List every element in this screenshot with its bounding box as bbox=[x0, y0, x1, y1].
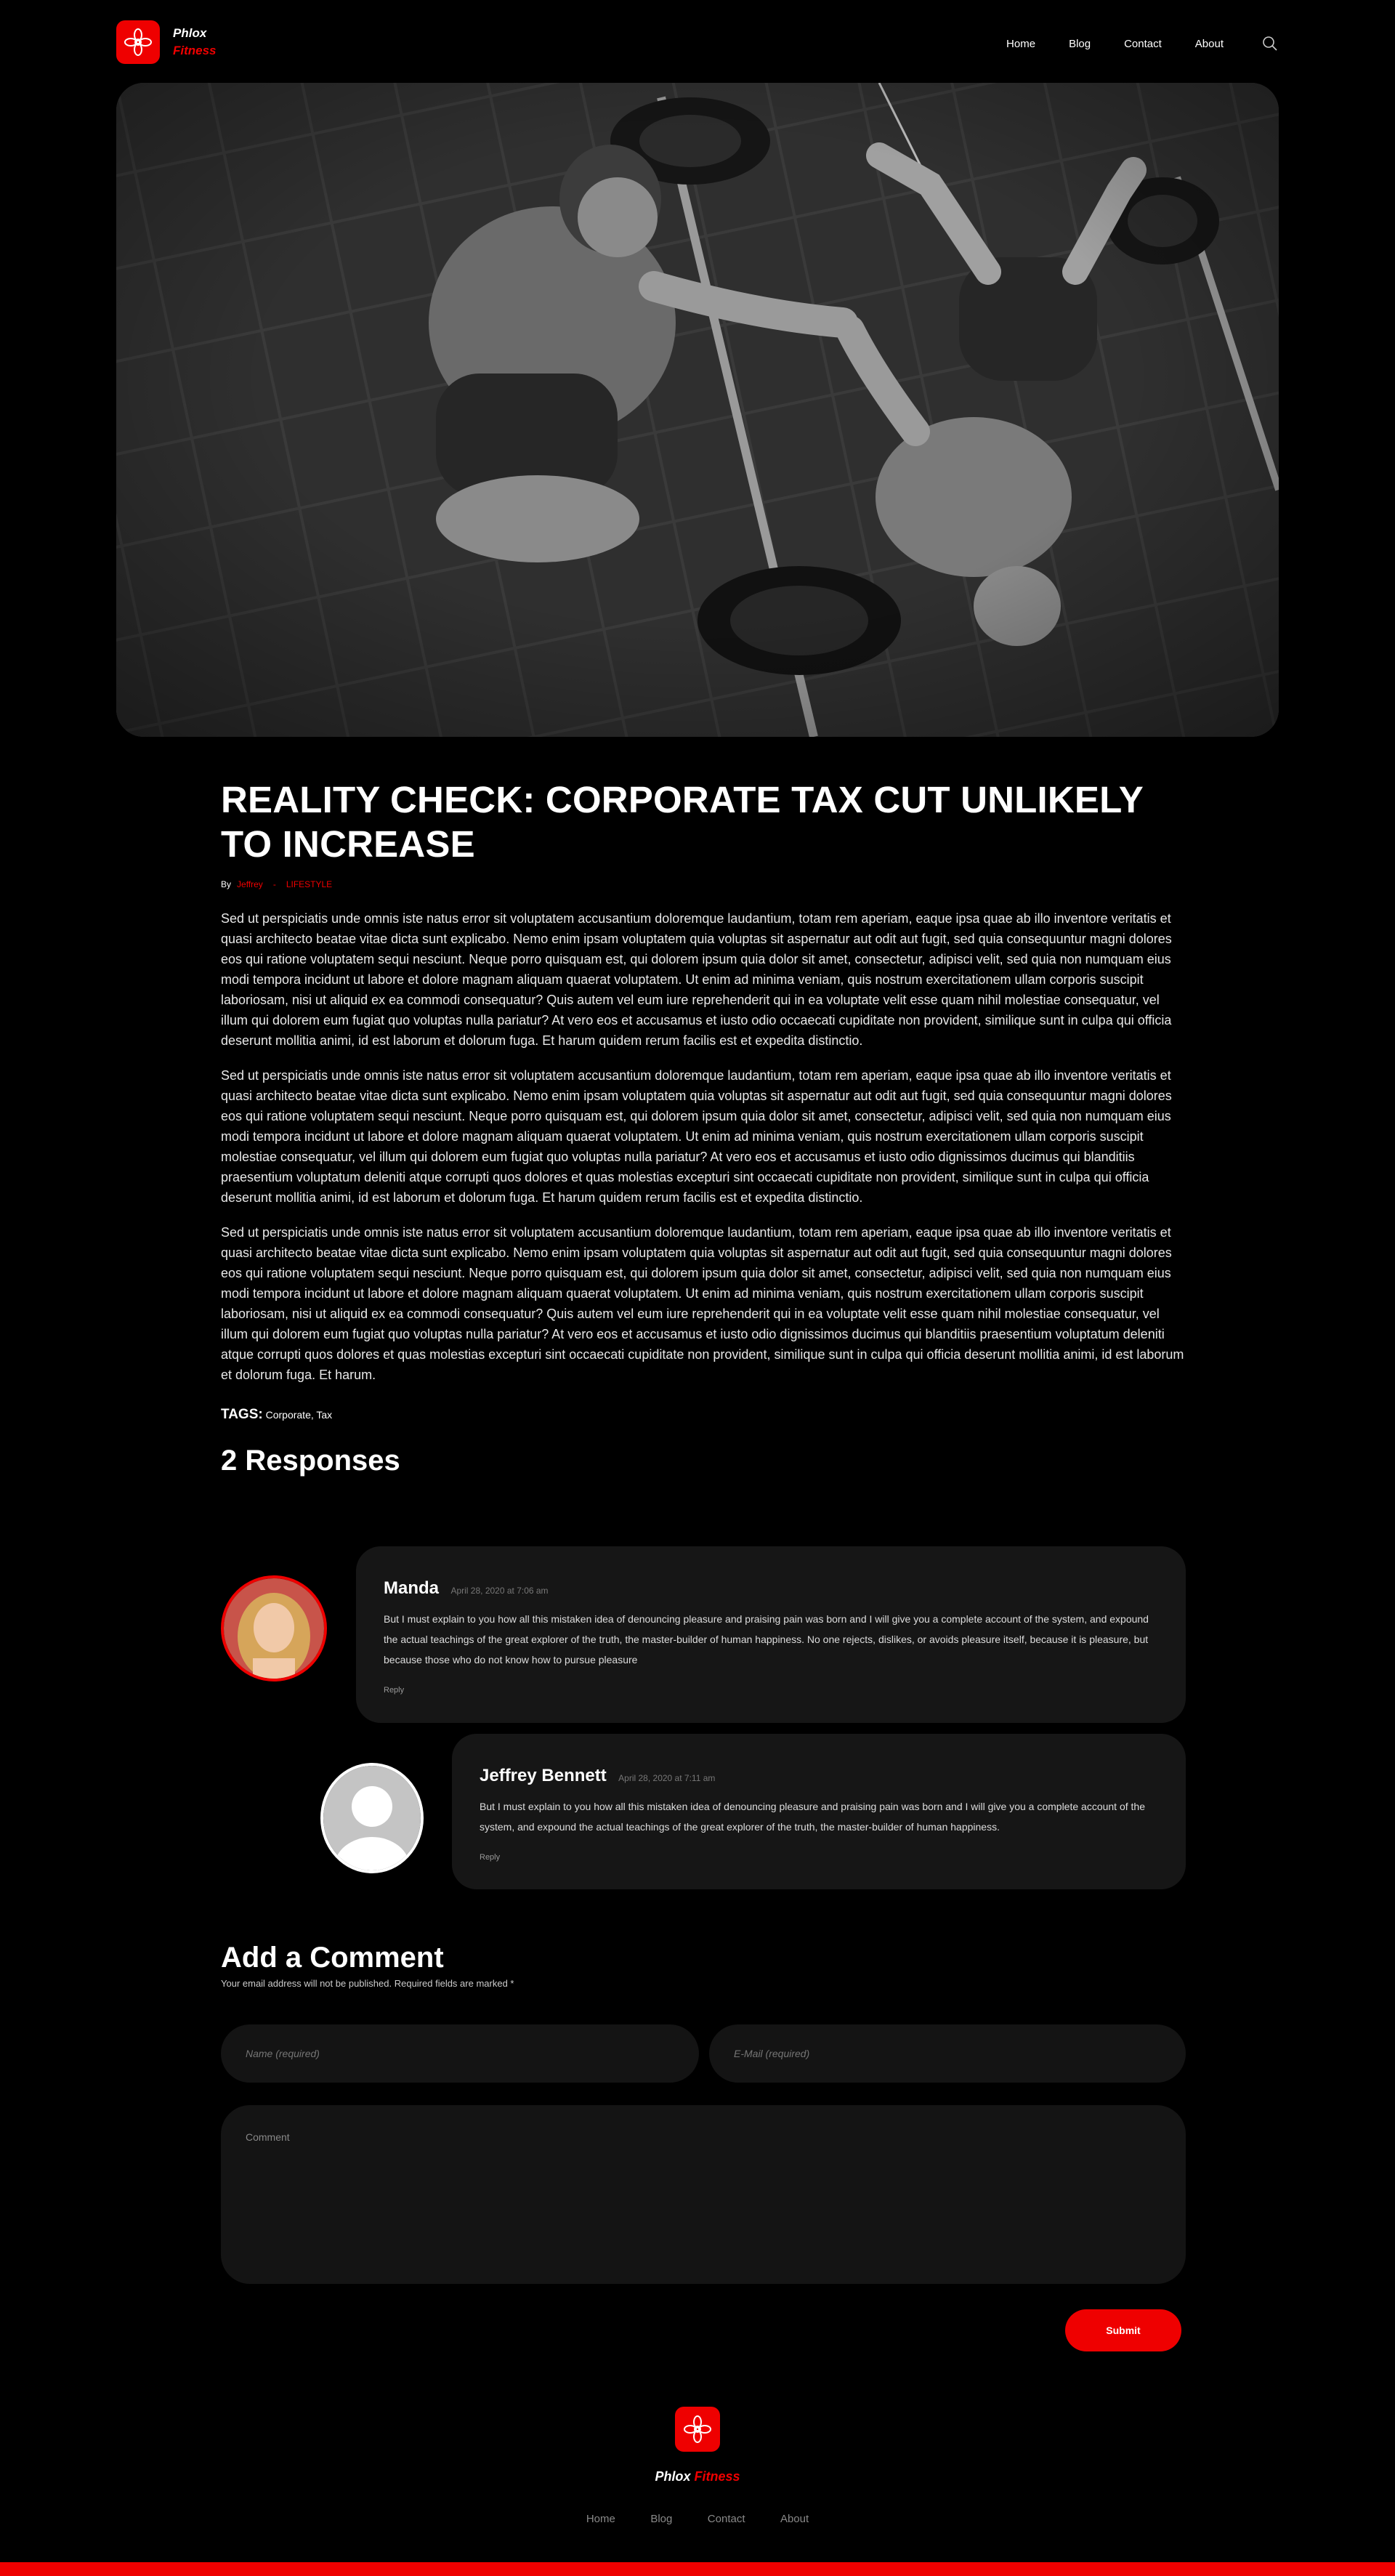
hero-image bbox=[116, 83, 1279, 737]
comment-date: April 28, 2020 at 7:06 am bbox=[450, 1586, 549, 1596]
footer-brand-line2: Fitness bbox=[694, 2469, 740, 2484]
meta-separator: - bbox=[272, 879, 276, 889]
comment-author: Manda bbox=[384, 1578, 440, 1598]
nav-home[interactable]: Home bbox=[1006, 37, 1036, 50]
comment-text: But I must explain to you how all this mistaken idea of denouncing pleasure and praising pain was born and I will give you a complete account of the system, and expound the actual teachings of the great explorer of the truth, the master-builder of human happiness. No one rejects, dislikes, or avoids pleasure itself, because it is pleasure, but because those who do not know how to pursue pleasure bbox=[384, 1613, 1149, 1665]
comment-author: Jeffrey Bennett bbox=[480, 1766, 607, 1785]
site-logo[interactable] bbox=[116, 20, 217, 64]
category-link[interactable]: LIFESTYLE bbox=[286, 879, 333, 889]
footer-brand bbox=[0, 2469, 1395, 2484]
email-input[interactable] bbox=[709, 2024, 1186, 2083]
site-header bbox=[0, 0, 1395, 87]
nav-contact[interactable]: Contact bbox=[1124, 37, 1162, 50]
nav-about[interactable]: About bbox=[1194, 37, 1224, 50]
reply-link[interactable]: Reply bbox=[384, 1686, 405, 1695]
add-comment-title: Add a Comment bbox=[221, 1942, 444, 1974]
brand-line1: Phlox bbox=[173, 26, 207, 40]
nav-blog[interactable]: Blog bbox=[1069, 37, 1091, 50]
reply-link[interactable]: Reply bbox=[480, 1853, 501, 1862]
tags-label: TAGS: bbox=[221, 1407, 263, 1422]
article-paragraph: Sed ut perspiciatis unde omnis iste natus error sit voluptatem accusantium doloremque laudantium, totam rem aperiam, eaque ipsa quae ab illo inventore veritatis et quasi architecto beatae vitae dicta sunt explicabo. Nemo enim ipsam voluptatem quia voluptas sit aspernatur aut odit aut fugit, sed quia consequuntur magni dolores eos qui ratione voluptatem sequi nesciunt. Neque porro quisquam est, qui dolorem ipsum quia dolor sit amet, consectetur, adipisci velit, sed quia non numquam eius modi tempora incidunt ut labore et dolore magnam aliquam quaerat voluptatem. Ut enim ad minima veniam, quis nostrum exercitationem ullam corporis suscipit laboriosam, nisi ut aliquid ex ea commodi consequatur? Quis autem vel eum iure reprehenderit qui in ea voluptate velit esse quam nihil molestiae consequatur, vel illum qui dolorem eum fugiat quo voluptas nulla pariatur? At vero eos et accusamus et iusto odio dignissimos ducimus qui blanditiis praesentium voluptatum deleniti atque corrupti quos dolores et quas molestias excepturi sint occaecati cupiditate non provident, similique sunt in culpa qui officia deserunt mollitia animi, id est laborum et dolorum fuga. Et harum. bbox=[221, 1225, 1184, 1382]
article-title: REALITY CHECK: CORPORATE TAX CUT UNLIKELY TO INCREASE bbox=[221, 779, 1144, 865]
search-icon[interactable] bbox=[1261, 35, 1279, 52]
brand-name bbox=[173, 25, 217, 60]
comment-card bbox=[452, 1734, 1186, 1889]
footer-nav-blog[interactable]: Blog bbox=[650, 2513, 673, 2525]
footer-nav-contact[interactable]: Contact bbox=[707, 2513, 745, 2525]
article-paragraph: Sed ut perspiciatis unde omnis iste natus error sit voluptatem accusantium doloremque laudantium, totam rem aperiam, eaque ipsa quae ab illo inventore veritatis et quasi architecto beatae vitae dicta sunt explicabo. Nemo enim ipsam voluptatem quia voluptas sit aspernatur aut odit aut fugit, sed quia consequuntur magni dolores eos qui ratione voluptatem sequi nesciunt. Neque porro quisquam est, qui dolorem ipsum quia dolor sit amet, consectetur, adipisci velit, sed quia non numquam eius modi tempora incidunt ut labore et dolore magnam aliquam quaerat voluptatem. Ut enim ad minima veniam, quis nostrum exercitationem ullam corporis suscipit laboriosam, nisi ut aliquid ex ea commodi consequatur? Quis autem vel eum iure reprehenderit qui in ea voluptate velit esse quam nihil molestiae consequatur, vel illum qui dolorem eum fugiat quo voluptas nulla pariatur? At vero eos et accusamus et iusto odio occaecati cupiditate non provident, similique sunt in culpa qui officia deserunt mollitia animi, id est laborum et dolorum fuga. Et harum quidem rerum facilis est et expedita distinctio. bbox=[221, 911, 1172, 1048]
comment-card bbox=[356, 1546, 1186, 1723]
author-link[interactable]: Jeffrey bbox=[237, 879, 263, 889]
flower-icon[interactable] bbox=[675, 2407, 720, 2452]
by-label: By bbox=[221, 879, 232, 889]
comment-text: But I must explain to you how all this mistaken idea of denouncing pleasure and praising pain was born and I will give you a complete account of the system, and expound the actual teachings of the great explorer of the truth, the master-builder of human happiness. bbox=[480, 1801, 1145, 1833]
brand-line2: Fitness bbox=[173, 44, 217, 57]
footer-nav-about[interactable]: About bbox=[780, 2513, 809, 2525]
flower-icon bbox=[116, 20, 160, 64]
footer-nav-home[interactable]: Home bbox=[586, 2513, 615, 2525]
responses-title: 2 Responses bbox=[221, 1445, 400, 1477]
main-nav bbox=[973, 35, 1279, 52]
article-paragraph: Sed ut perspiciatis unde omnis iste natus error sit voluptatem accusantium doloremque laudantium, totam rem aperiam, eaque ipsa quae ab illo inventore veritatis et quasi architecto beatae vitae dicta sunt explicabo. Nemo enim ipsam voluptatem quia voluptas sit aspernatur aut odit aut fugit, sed quia consequuntur magni dolores eos qui ratione voluptatem sequi nesciunt. Neque porro quisquam est, qui dolorem ipsum quia dolor sit amet, consectetur, adipisci velit, sed quia non numquam eius modi tempora incidunt ut labore et dolore magnam aliquam quaerat voluptatem. Ut enim ad minima veniam, quis nostrum exercitationem ullam corporis suscipit molestiae consequatur, vel illum qui dolorem eum fugiat quo voluptas nulla pariatur? At vero eos et accusamus et iusto odio dignissimos ducimus qui blanditiis praesentium voluptatum deleniti atque corrupti quos dolores et quas molestias excepturi sint occaecati cupiditate non provident, similique sunt in culpa qui officia deserunt mollitia animi, id est laborum et dolorum fuga. Et harum quidem rerum facilis est et expedita distinctio. bbox=[221, 1068, 1172, 1205]
footer-accent-bar bbox=[0, 2562, 1395, 2576]
footer-brand-line1: Phlox bbox=[655, 2469, 691, 2484]
comment-date: April 28, 2020 at 7:11 am bbox=[618, 1773, 716, 1783]
comment-textarea[interactable]: Comment bbox=[221, 2105, 1186, 2284]
article bbox=[221, 778, 1187, 1477]
form-note: Your email address will not be published. Required fields are marked * bbox=[221, 1978, 514, 1989]
article-meta bbox=[221, 879, 1187, 889]
avatar bbox=[320, 1763, 424, 1873]
submit-button[interactable]: Submit bbox=[1065, 2309, 1181, 2351]
avatar bbox=[221, 1575, 327, 1681]
footer-nav bbox=[0, 2513, 1395, 2526]
tags-list[interactable]: Corporate, Tax bbox=[265, 1409, 333, 1421]
name-input[interactable] bbox=[221, 2024, 699, 2083]
article-tags bbox=[221, 1407, 1187, 1423]
